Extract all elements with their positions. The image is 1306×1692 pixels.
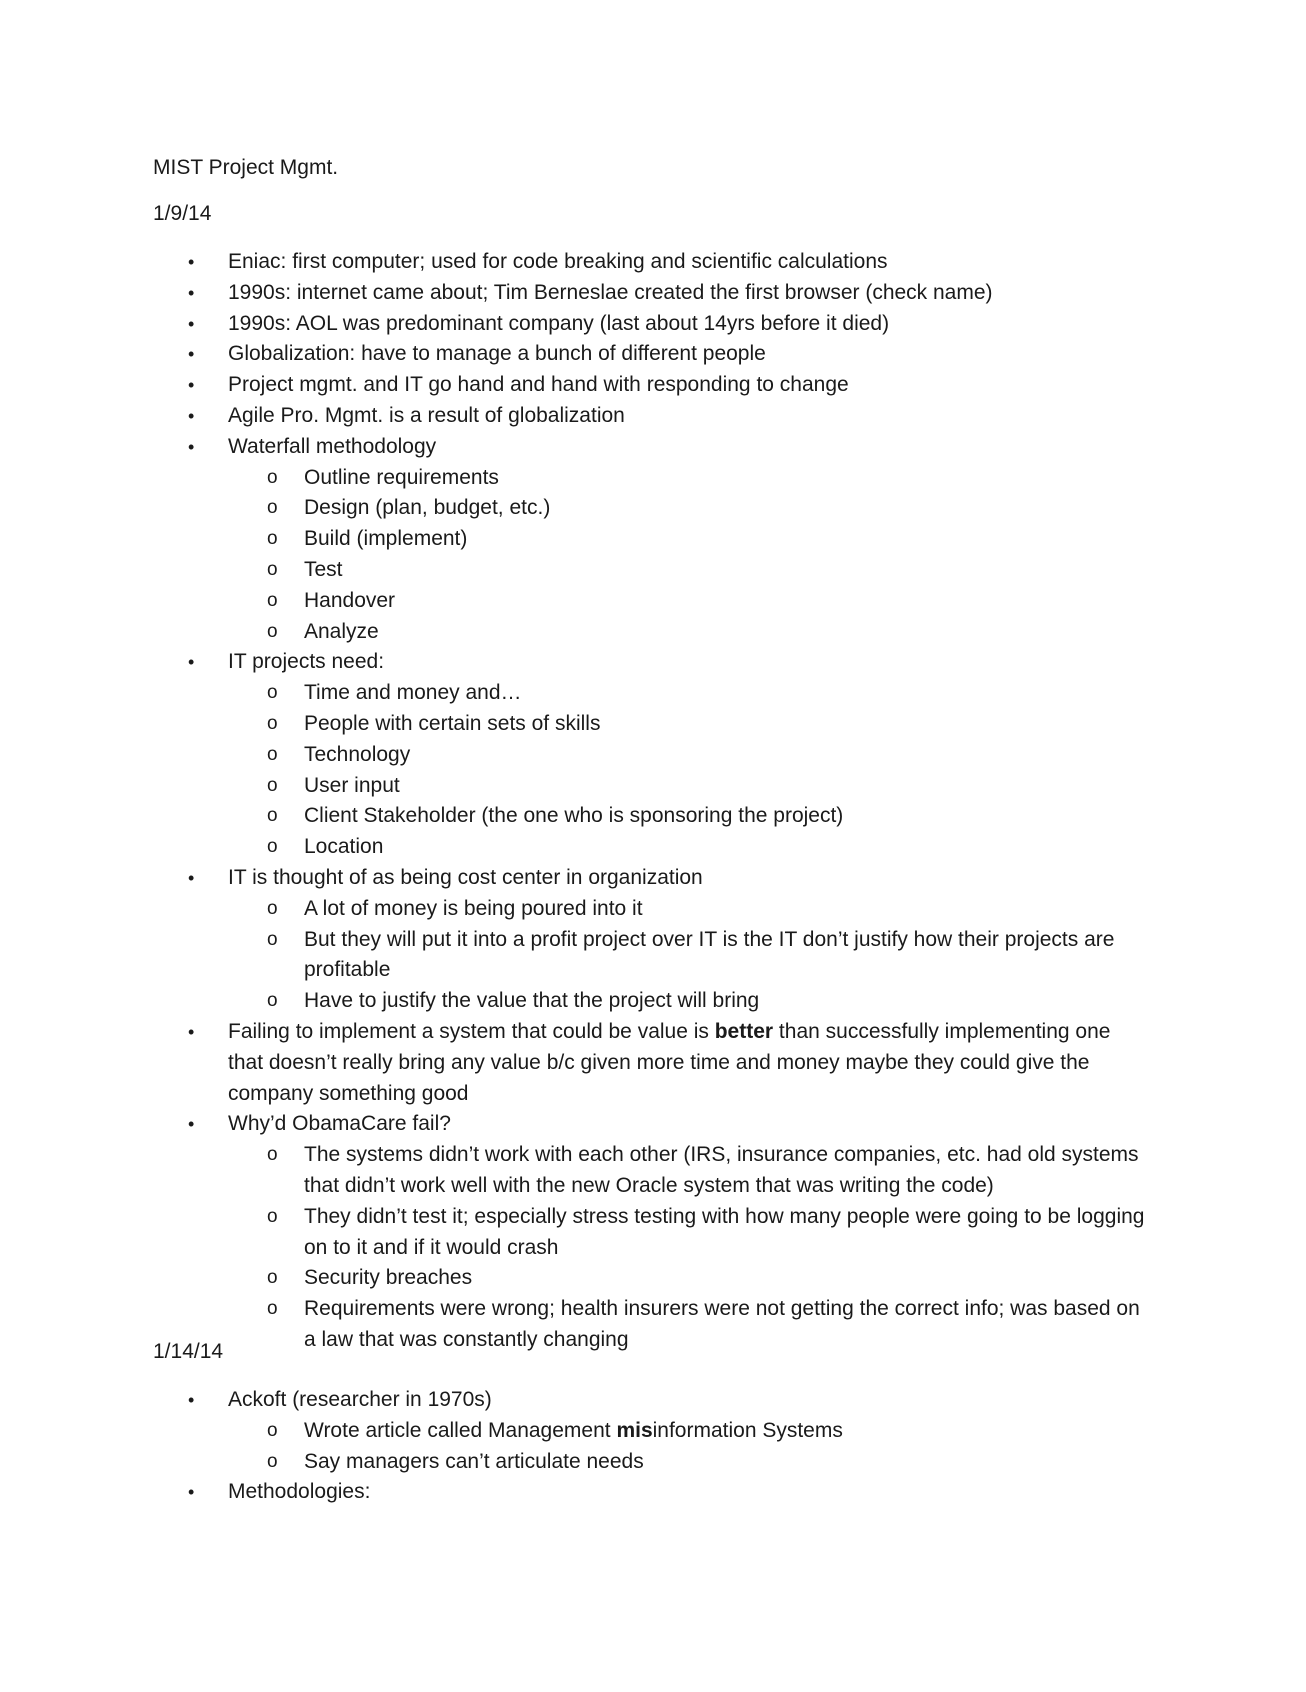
sub-bullet-marker: o bbox=[267, 990, 278, 1012]
sub-bullet-marker: o bbox=[267, 528, 278, 550]
sub-list-item bbox=[0, 1140, 1148, 1202]
list-item bbox=[0, 1017, 1128, 1109]
sub-bullet-marker: o bbox=[267, 620, 278, 642]
item-text: A lot of money is being poured into it bbox=[304, 896, 643, 920]
sub-bullet-marker: o bbox=[267, 1419, 278, 1441]
sub-list-item bbox=[0, 771, 1148, 802]
bullet-marker: • bbox=[188, 313, 195, 334]
item-text: Requirements were wrong; health insurers were not getting the correct info; was based on a law that was constantly changing bbox=[304, 1297, 1140, 1351]
sub-bullet-marker: o bbox=[267, 774, 278, 796]
item-text: Agile Pro. Mgmt. is a result of globalization bbox=[228, 403, 625, 427]
sub-list-item bbox=[0, 1447, 1148, 1478]
item-text: Methodologies: bbox=[228, 1480, 371, 1504]
item-text: Time and money and… bbox=[304, 681, 522, 705]
sub-bullet-marker: o bbox=[267, 1144, 278, 1166]
bold-text: better bbox=[714, 1019, 774, 1043]
item-text: Security breaches bbox=[304, 1266, 473, 1290]
item-text: Handover bbox=[304, 588, 396, 612]
bullet-marker: • bbox=[188, 1114, 195, 1135]
text-run: Failing to implement a system that could be value is bbox=[228, 1019, 715, 1043]
bullet-marker: • bbox=[188, 252, 195, 272]
sub-bullet-marker: o bbox=[267, 836, 278, 858]
item-text: IT is thought of as being cost center in organization bbox=[228, 865, 703, 889]
item-text: Outline requirements bbox=[304, 465, 499, 489]
item-text: Design (plan, budget, etc.) bbox=[304, 496, 551, 520]
item-text: Globalization: have to manage a bunch of different people bbox=[228, 342, 766, 366]
list-item bbox=[0, 278, 1128, 309]
sub-list-item bbox=[0, 555, 1148, 586]
bullet-marker: • bbox=[188, 1482, 195, 1503]
item-text: Location bbox=[304, 835, 384, 859]
item-text: Have to justify the value that the project will bring bbox=[304, 989, 760, 1013]
sub-list-item bbox=[0, 493, 1148, 524]
item-text: 1990s: internet came about; Tim Berneslae created the first browser (check name) bbox=[228, 280, 993, 304]
bullet-list bbox=[0, 1385, 1306, 1508]
item-text bbox=[228, 1017, 1128, 1109]
bullet-marker: • bbox=[188, 405, 195, 426]
item-text: User input bbox=[304, 773, 400, 797]
sub-bullet-marker: o bbox=[267, 712, 278, 734]
item-text: Project mgmt. and IT go hand and hand with responding to change bbox=[228, 373, 849, 397]
item-text: IT projects need: bbox=[228, 650, 385, 674]
item-text: Technology bbox=[304, 742, 411, 766]
sub-bullet-marker: o bbox=[267, 743, 278, 765]
list-item bbox=[0, 432, 1128, 463]
bullet-list bbox=[0, 247, 1306, 1356]
list-item bbox=[0, 1385, 1128, 1416]
sub-list-item bbox=[0, 986, 1148, 1017]
sub-bullet-marker: o bbox=[267, 1298, 278, 1320]
sub-bullet-marker: o bbox=[267, 466, 278, 488]
item-text: Ackoft (researcher in 1970s) bbox=[228, 1388, 492, 1411]
item-text: Waterfall methodology bbox=[228, 434, 437, 458]
list-item bbox=[0, 309, 1128, 340]
list-item bbox=[0, 401, 1128, 432]
list-item bbox=[0, 1477, 1128, 1508]
item-text: Analyze bbox=[304, 619, 379, 643]
bullet-marker: • bbox=[188, 1390, 195, 1410]
item-text: They didn’t test it; especially stress testing with how many people were going to be logging on to it and if it would crash bbox=[304, 1204, 1145, 1259]
text-run: Wrote article called Management bbox=[304, 1418, 617, 1442]
list-item bbox=[0, 1109, 1128, 1140]
list-item bbox=[0, 339, 1128, 370]
item-text: The systems didn’t work with each other (IRS, insurance companies, etc. had old systems that didn’t work well with the new Oracle system that was writing the code) bbox=[304, 1143, 1139, 1197]
sub-bullet-marker: o bbox=[267, 589, 278, 611]
bullet-marker: • bbox=[188, 282, 195, 303]
bullet-marker: • bbox=[188, 652, 195, 673]
sub-list-item bbox=[0, 894, 1148, 925]
bold-text: mis bbox=[616, 1418, 653, 1442]
sub-list-item bbox=[0, 678, 1148, 709]
item-text bbox=[304, 1416, 1148, 1447]
sub-list-item bbox=[0, 1263, 1148, 1294]
sub-list-item bbox=[0, 709, 1148, 740]
bullet-marker: • bbox=[188, 344, 195, 365]
sub-list-item bbox=[0, 740, 1148, 771]
sub-list-item bbox=[0, 925, 1148, 987]
sub-list-item bbox=[0, 586, 1148, 617]
text-run: information Systems bbox=[652, 1418, 843, 1442]
item-text: Build (implement) bbox=[304, 527, 468, 551]
sub-bullet-marker: o bbox=[267, 497, 278, 519]
bullet-marker: • bbox=[188, 436, 195, 457]
section-date: 1/9/14 bbox=[153, 202, 212, 225]
sub-list-item bbox=[0, 832, 1148, 863]
item-text: Test bbox=[304, 557, 343, 581]
sub-bullet-marker: o bbox=[267, 805, 278, 827]
sub-list-item bbox=[0, 524, 1148, 555]
sub-list-item bbox=[0, 801, 1148, 832]
item-text: People with certain sets of skills bbox=[304, 711, 601, 735]
text-run: than successfully implementing one that doesn’t really bring any value b/c given more time and money maybe they could give the company something good bbox=[228, 1019, 1111, 1105]
sub-bullet-marker: o bbox=[267, 928, 278, 950]
bullet-marker: • bbox=[188, 1021, 195, 1042]
sub-list-item bbox=[0, 1202, 1148, 1264]
list-item bbox=[0, 863, 1128, 894]
sub-bullet-marker: o bbox=[267, 558, 278, 580]
sub-bullet-marker: o bbox=[267, 897, 278, 919]
section-date: 1/14/14 bbox=[153, 1340, 224, 1363]
sub-bullet-marker: o bbox=[267, 682, 278, 704]
sub-list-item bbox=[0, 1416, 1148, 1447]
item-text: Eniac: first computer; used for code breaking and scientific calculations bbox=[228, 250, 888, 273]
sub-bullet-marker: o bbox=[267, 1267, 278, 1289]
item-text: 1990s: AOL was predominant company (last about 14yrs before it died) bbox=[228, 311, 890, 335]
list-item bbox=[0, 647, 1128, 678]
bullet-marker: • bbox=[188, 375, 195, 396]
item-text: Why’d ObamaCare fail? bbox=[228, 1112, 451, 1136]
item-text: Client Stakeholder (the one who is sponsoring the project) bbox=[304, 804, 844, 828]
sub-list-item bbox=[0, 463, 1148, 494]
sub-list-item bbox=[0, 617, 1148, 648]
item-text: But they will put it into a profit project over IT is the IT don’t justify how their projects are profitable bbox=[304, 927, 1115, 982]
bullet-marker: • bbox=[188, 867, 195, 888]
item-text: Say managers can’t articulate needs bbox=[304, 1449, 644, 1473]
sub-bullet-marker: o bbox=[267, 1450, 278, 1472]
sub-bullet-marker: o bbox=[267, 1205, 278, 1227]
document-title: MIST Project Mgmt. bbox=[153, 156, 339, 179]
list-item bbox=[0, 370, 1128, 401]
list-item bbox=[0, 247, 1128, 278]
